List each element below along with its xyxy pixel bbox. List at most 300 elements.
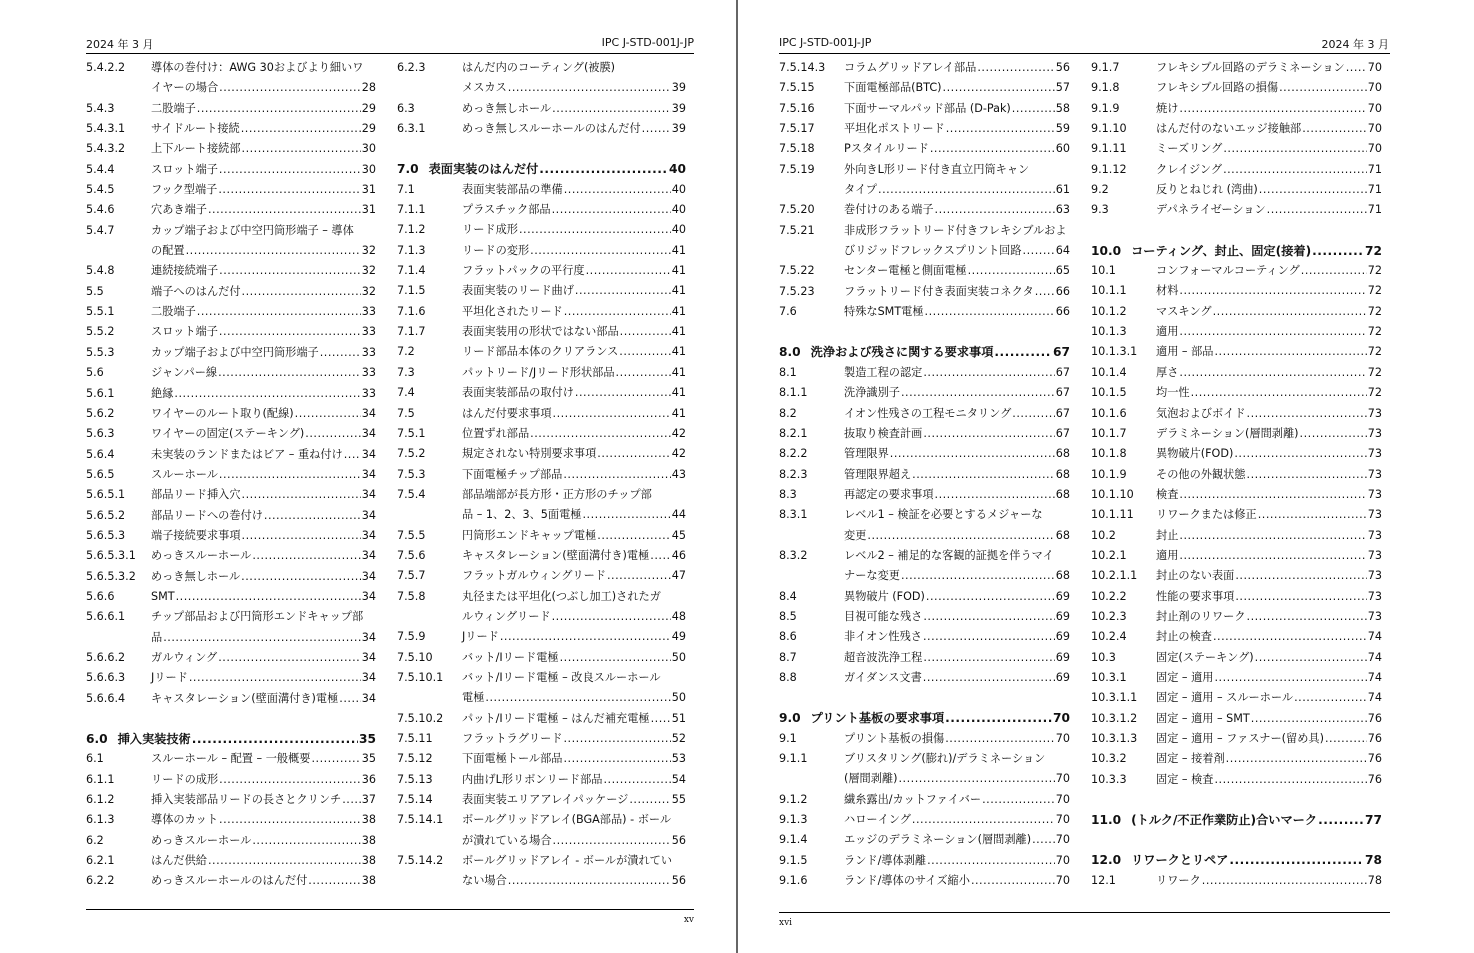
page-ref: 31	[361, 183, 376, 197]
dot-leader	[1247, 465, 1367, 485]
toc-entry[interactable]	[86, 99, 376, 119]
toc-entry[interactable]	[1091, 99, 1382, 119]
entry-title: 再認定の要求事項	[844, 487, 934, 501]
dot-leader	[1229, 850, 1364, 870]
page-ref: 40	[671, 223, 686, 237]
toc-entry[interactable]	[779, 119, 1070, 139]
toc-entry[interactable]	[86, 160, 376, 180]
toc-entry[interactable]	[1091, 607, 1382, 627]
page-ref: 33	[361, 325, 376, 339]
entry-number: 7.5.15	[779, 81, 815, 95]
entry-title: 導体の巻付け：AWG 30およびより細いワ	[151, 61, 364, 74]
entry-title: 絶縁	[151, 386, 174, 400]
toc-entry[interactable]	[779, 749, 1070, 790]
dot-leader	[1235, 566, 1366, 586]
entry-title: 反りとねじれ (湾曲)	[1156, 183, 1258, 197]
toc-entry[interactable]	[1091, 160, 1382, 180]
entry-title: 固定(ステーキング)	[1156, 650, 1254, 664]
entry-title: 変更	[844, 528, 867, 542]
entry-title: 表面実装用の形状ではない部品	[462, 325, 619, 339]
entry-title: リードの変形	[462, 243, 530, 257]
toc-entry[interactable]	[779, 648, 1070, 668]
toc-entry[interactable]	[397, 668, 686, 709]
toc-entry[interactable]	[779, 485, 1070, 505]
page-ref: 78	[1365, 853, 1382, 868]
entry-title: デラミネーション(層間剥離)	[1156, 426, 1299, 440]
entry-number: 10.1.3	[1091, 325, 1127, 339]
toc-entry[interactable]	[1091, 78, 1382, 98]
dot-leader	[912, 810, 1055, 830]
entry-title: 部品リード挿入穴	[151, 488, 241, 502]
toc-entry[interactable]	[86, 587, 376, 607]
entry-title: 固定 – 適用 – SMT	[1156, 711, 1250, 725]
toc-entry[interactable]	[779, 708, 1070, 728]
toc-entry[interactable]	[397, 790, 686, 810]
toc-entry[interactable]	[779, 668, 1070, 688]
dot-leader	[923, 424, 1054, 444]
dot-leader	[1179, 485, 1366, 505]
toc-entry[interactable]	[779, 404, 1070, 424]
dot-leader	[1294, 688, 1367, 708]
toc-entry[interactable]	[1091, 342, 1382, 362]
toc-entry[interactable]	[1091, 648, 1382, 668]
dot-leader	[500, 627, 671, 647]
entry-title: イヤーの場合	[151, 81, 219, 95]
toc-entry[interactable]	[779, 587, 1070, 607]
toc-entry[interactable]	[86, 871, 376, 891]
page-ref: 41	[671, 406, 686, 420]
toc-entry[interactable]	[397, 587, 686, 628]
toc-entry[interactable]	[1091, 180, 1382, 200]
toc-entry[interactable]	[86, 506, 376, 526]
page-ref: 66	[1055, 305, 1070, 319]
entry-number: 9.3	[1091, 203, 1109, 217]
dot-leader	[968, 261, 1055, 281]
toc-entry[interactable]	[397, 241, 686, 261]
toc-entry[interactable]	[86, 261, 376, 281]
page-ref: 72	[1367, 325, 1382, 339]
entry-title: 管理限界超え	[844, 467, 912, 481]
page-ref: 34	[361, 528, 376, 542]
toc-entry[interactable]	[1091, 505, 1382, 525]
toc-entry[interactable]	[86, 58, 376, 99]
toc-entry[interactable]	[86, 526, 376, 546]
toc-entry[interactable]	[86, 302, 376, 322]
toc-entry[interactable]	[779, 505, 1070, 546]
toc-entry[interactable]	[779, 444, 1070, 464]
dot-leader	[901, 566, 1055, 586]
toc-entry[interactable]	[1091, 587, 1382, 607]
entry-title: フレキシブル回路の損傷	[1156, 81, 1279, 95]
page-ref: 30	[361, 142, 376, 156]
toc-entry[interactable]	[397, 119, 686, 139]
toc-entry[interactable]	[1091, 668, 1382, 688]
toc-entry[interactable]	[1091, 139, 1382, 159]
toc-entry[interactable]	[1091, 485, 1382, 505]
entry-number: 10.3.1.1	[1091, 691, 1138, 705]
page-ref: 69	[1055, 609, 1070, 623]
entry-title: 非成形フラットリード付きフレキシブルおよ	[844, 223, 1067, 237]
toc-entry[interactable]	[779, 830, 1070, 850]
toc-entry[interactable]	[397, 526, 686, 546]
dot-leader	[603, 770, 670, 790]
toc-entry[interactable]	[86, 180, 376, 200]
page-number: xvi	[779, 918, 793, 928]
toc-entry[interactable]	[1091, 383, 1382, 403]
toc-entry[interactable]	[779, 627, 1070, 647]
toc-entry[interactable]	[86, 465, 376, 485]
toc-entry[interactable]	[1091, 322, 1382, 342]
entry-title: 平坦化されたリード	[462, 304, 563, 318]
toc-entry[interactable]	[779, 139, 1070, 159]
toc-entry[interactable]	[1091, 119, 1382, 139]
page-ref: 67	[1055, 365, 1070, 379]
entry-number: 10.1.10	[1091, 487, 1134, 501]
dot-leader	[1012, 404, 1054, 424]
dot-leader	[197, 302, 361, 322]
entry-title: 丸径または平坦化(つぶし加工)されたガ	[462, 589, 661, 603]
entry-title: キャスタレーション(壁面溝付き)電極	[151, 691, 339, 705]
toc-entry[interactable]	[397, 180, 686, 200]
entry-number: 5.6.5.3.2	[86, 569, 136, 583]
toc-entry[interactable]	[397, 302, 686, 322]
page-ref: 78	[1367, 873, 1382, 887]
page-ref: 73	[1367, 569, 1382, 583]
toc-entry[interactable]	[1091, 688, 1382, 708]
page-ref: 47	[671, 569, 686, 583]
entry-title: レベル1 – 検証を必要とするメジャーな	[844, 508, 1043, 522]
entry-number: 7.5.11	[397, 732, 433, 745]
toc-entry[interactable]	[779, 607, 1070, 627]
page-ref: 73	[1367, 447, 1382, 461]
toc-entry[interactable]	[779, 790, 1070, 810]
page-ref: 48	[671, 609, 686, 623]
section-title: 挿入実装技術	[117, 732, 191, 746]
toc-entry[interactable]	[1091, 241, 1382, 261]
toc-entry[interactable]	[397, 729, 686, 749]
toc-entry[interactable]	[86, 831, 376, 851]
entry-number: 7.5.3	[397, 467, 426, 481]
entry-title: 抜取り検査計画	[844, 426, 923, 440]
section-number: 6.0	[86, 732, 108, 746]
toc-entry[interactable]	[779, 282, 1070, 302]
entry-number: 6.3	[397, 101, 415, 115]
toc-entry[interactable]	[397, 220, 686, 240]
toc-entry[interactable]	[1091, 58, 1382, 78]
toc-entry[interactable]	[397, 709, 686, 729]
entry-title: 非イオン性残さ	[844, 630, 922, 644]
page-ref: 42	[671, 447, 686, 461]
dot-leader	[530, 241, 671, 261]
toc-entry[interactable]	[86, 790, 376, 810]
entry-title: めっき無しホール	[462, 101, 552, 115]
toc-entry[interactable]	[86, 668, 376, 688]
toc-entry[interactable]	[1091, 566, 1382, 586]
toc-entry[interactable]	[779, 810, 1070, 830]
page-ref: 29	[361, 122, 376, 136]
entry-number: 7.5.8	[397, 589, 426, 603]
toc-entry[interactable]	[779, 160, 1070, 201]
dot-leader	[575, 383, 671, 403]
dot-leader	[311, 749, 360, 769]
page-ref: 74	[1367, 670, 1382, 684]
entry-title: 連続接続端子	[151, 264, 219, 278]
section-title: 表面実装のはんだ付	[428, 162, 539, 177]
toc-entry[interactable]	[397, 342, 686, 362]
entry-title: 円筒形エンドキャップ電極	[462, 528, 597, 542]
entry-title: リード成形	[462, 223, 518, 237]
entry-title: スロット端子	[151, 162, 218, 176]
entry-number: 6.2.2	[86, 874, 115, 888]
toc-entry[interactable]	[1091, 627, 1382, 647]
toc-entry[interactable]	[779, 546, 1070, 587]
toc-entry[interactable]	[397, 363, 686, 383]
toc-entry[interactable]	[779, 424, 1070, 444]
page-ref: 70	[1055, 853, 1070, 867]
entry-title: ジャンパー線	[151, 366, 218, 380]
dot-leader	[1247, 404, 1367, 424]
dot-leader	[219, 261, 361, 281]
toc-entry[interactable]	[779, 78, 1070, 98]
toc-entry[interactable]	[779, 871, 1070, 891]
toc-entry[interactable]	[86, 139, 376, 159]
toc-entry[interactable]	[86, 363, 376, 383]
toc-entry[interactable]	[779, 729, 1070, 749]
toc-entry[interactable]	[86, 770, 376, 790]
toc-entry[interactable]	[1091, 709, 1382, 729]
entry-title: 固定 – 適用 – スルーホール	[1156, 691, 1294, 705]
dot-leader	[1179, 99, 1366, 119]
toc-entry[interactable]	[86, 343, 376, 363]
toc-entry[interactable]	[397, 770, 686, 790]
toc-entry[interactable]	[397, 404, 686, 424]
toc-entry[interactable]	[86, 729, 376, 749]
entry-title: めっき無しスルーホールのはんだ付	[462, 122, 641, 136]
entry-title: フラットパックの平行度	[462, 264, 585, 278]
entry-number: 10.2.2	[1091, 589, 1127, 603]
entry-title: 繊糸露出/カットファイバー	[844, 792, 982, 806]
toc-entry[interactable]	[1091, 363, 1382, 383]
toc-entry[interactable]	[86, 200, 376, 220]
entry-title: ガイダンス文書	[844, 670, 922, 684]
toc-entry[interactable]	[86, 689, 376, 709]
dot-leader	[1302, 119, 1367, 139]
dot-leader	[1223, 160, 1367, 180]
entry-number: 8.2.3	[779, 467, 808, 481]
toc-column-2	[1091, 58, 1382, 891]
dot-leader	[930, 139, 1055, 159]
toc-entry[interactable]	[779, 342, 1070, 362]
toc-entry[interactable]	[397, 749, 686, 769]
toc-entry[interactable]	[397, 99, 686, 119]
toc-entry[interactable]	[86, 282, 376, 302]
dot-leader	[1234, 444, 1366, 464]
dot-leader	[1300, 424, 1367, 444]
dot-leader	[189, 668, 361, 688]
toc-entry[interactable]	[86, 810, 376, 830]
toc-entry[interactable]	[86, 384, 376, 404]
toc-entry[interactable]	[86, 221, 376, 262]
entry-number: 5.6	[86, 366, 104, 380]
page-ref: 29	[361, 101, 376, 115]
entry-title: (層間剥離)	[844, 772, 898, 786]
dot-leader	[935, 200, 1055, 220]
toc-entry[interactable]	[779, 58, 1070, 78]
dot-leader	[192, 729, 358, 749]
page-ref: 50	[671, 650, 686, 664]
toc-entry[interactable]	[1091, 526, 1382, 546]
toc-entry[interactable]	[779, 363, 1070, 383]
toc-entry[interactable]	[86, 607, 376, 648]
toc-entry[interactable]	[86, 546, 376, 566]
entry-title: 品 – 1、2、3、5面電極	[462, 508, 582, 522]
toc-entry[interactable]	[397, 627, 686, 647]
toc-entry[interactable]	[397, 444, 686, 464]
entry-title: 位置ずれ部品	[462, 426, 530, 440]
page-ref: 40	[669, 162, 686, 177]
dot-leader	[174, 384, 360, 404]
toc-entry[interactable]	[779, 99, 1070, 119]
dot-leader	[508, 78, 671, 98]
page-ref: 73	[1367, 426, 1382, 440]
entry-title: バット/Iリード電極	[462, 650, 559, 664]
toc-entry[interactable]	[397, 851, 686, 892]
section-gap	[86, 709, 376, 729]
toc-entry[interactable]	[397, 200, 686, 220]
toc-entry[interactable]	[1091, 424, 1382, 444]
toc-entry[interactable]	[86, 404, 376, 424]
entry-number: 5.6.5.3.1	[86, 549, 136, 563]
toc-entry[interactable]	[397, 322, 686, 342]
dot-leader	[563, 465, 670, 485]
toc-entry[interactable]	[397, 159, 686, 179]
toc-entry[interactable]	[1091, 200, 1382, 220]
toc-entry[interactable]	[779, 200, 1070, 220]
toc-entry[interactable]	[1091, 465, 1382, 485]
toc-entry[interactable]	[779, 261, 1070, 281]
toc-entry[interactable]	[397, 810, 686, 851]
page-ref: 40	[671, 182, 686, 196]
dot-leader	[977, 58, 1054, 78]
toc-entry[interactable]	[1091, 261, 1382, 281]
dot-leader	[485, 688, 670, 708]
toc-entry[interactable]	[1091, 850, 1382, 870]
toc-entry[interactable]	[1091, 281, 1382, 301]
toc-entry[interactable]	[86, 648, 376, 668]
page-ref: 72	[1367, 304, 1382, 318]
entry-number: 10.1.8	[1091, 447, 1127, 461]
toc-entry[interactable]	[397, 465, 686, 485]
dot-leader	[923, 363, 1054, 383]
toc-entry[interactable]	[397, 424, 686, 444]
toc-entry[interactable]	[86, 749, 376, 769]
toc-entry[interactable]	[86, 485, 376, 505]
entry-title: プラスチック部品	[462, 203, 551, 217]
entry-title: タイプ	[844, 183, 878, 197]
toc-entry[interactable]	[86, 322, 376, 342]
page-ref: 68	[1055, 467, 1070, 481]
page-ref: 70	[1055, 772, 1070, 786]
toc-entry[interactable]	[397, 281, 686, 301]
entry-number: 10.2.1	[1091, 548, 1127, 562]
entry-title: めっきスルーホール	[151, 549, 252, 563]
entry-title: 下面サーマルパッド部品 (D-Pak)	[844, 101, 1011, 115]
page-ref: 73	[1367, 528, 1382, 542]
entry-number: 5.4.8	[86, 264, 115, 278]
dot-leader	[344, 445, 361, 465]
page-ref: 49	[671, 630, 686, 644]
entry-number: 5.6.6.4	[86, 691, 126, 705]
toc-entry[interactable]	[1091, 770, 1382, 790]
page-ref: 42	[671, 426, 686, 440]
entry-number: 12.1	[1091, 873, 1116, 887]
entry-number: 7.5.1	[397, 426, 426, 440]
toc-entry[interactable]	[1091, 546, 1382, 566]
toc-entry[interactable]	[1091, 444, 1382, 464]
toc-entry[interactable]	[397, 566, 686, 586]
toc-entry[interactable]	[1091, 810, 1382, 830]
entry-title: 固定 – 適用 – ファスナー(留め具)	[1156, 732, 1324, 745]
entry-title: スロット端子	[151, 325, 218, 339]
toc-entry[interactable]	[86, 445, 376, 465]
entry-number: 7.5.19	[779, 162, 815, 176]
page-ref: 70	[1055, 833, 1070, 847]
page-ref: 41	[671, 264, 686, 278]
toc-entry[interactable]	[397, 383, 686, 403]
toc-entry[interactable]	[86, 424, 376, 444]
entry-title: スルーホール	[151, 467, 218, 481]
entry-number: 7.5.18	[779, 142, 815, 156]
toc-entry[interactable]	[779, 221, 1070, 262]
toc-entry[interactable]	[779, 383, 1070, 403]
toc-entry[interactable]	[86, 567, 376, 587]
page-ref: 35	[359, 732, 376, 746]
toc-entry[interactable]	[779, 465, 1070, 485]
dot-leader	[607, 566, 671, 586]
entry-number: 5.6.2	[86, 406, 115, 420]
entry-title: ワイヤーのルート取り(配線)	[151, 406, 294, 420]
toc-entry[interactable]	[779, 302, 1070, 322]
dot-leader	[1214, 770, 1366, 790]
page-ref: 73	[1367, 406, 1382, 420]
toc-entry[interactable]	[1091, 302, 1382, 322]
toc-entry[interactable]	[397, 546, 686, 566]
dot-leader	[1258, 505, 1367, 525]
dot-leader	[264, 506, 361, 526]
toc-entry[interactable]	[397, 485, 686, 526]
entry-title: リード部品本体のクリアランス	[462, 345, 619, 359]
toc-entry[interactable]	[1091, 729, 1382, 749]
toc-entry[interactable]	[397, 648, 686, 668]
dot-leader	[1179, 322, 1366, 342]
toc-entry[interactable]	[397, 58, 686, 99]
toc-entry[interactable]	[86, 119, 376, 139]
toc-entry[interactable]	[86, 851, 376, 871]
toc-entry[interactable]	[1091, 404, 1382, 424]
entry-number: 10.1.4	[1091, 365, 1127, 379]
toc-entry[interactable]	[397, 261, 686, 281]
entry-number: 5.6.6.3	[86, 671, 126, 685]
entry-title: ランド/導体剥離	[844, 853, 927, 867]
entry-number: 5.6.5.1	[86, 488, 126, 502]
entry-title: 適用 – 部品	[1156, 345, 1214, 359]
page-ref: 44	[671, 508, 686, 522]
entry-title: フラットガルウィングリード	[462, 569, 606, 583]
toc-entry[interactable]	[1091, 749, 1382, 769]
toc-entry[interactable]	[1091, 871, 1382, 891]
section-number: 11.0	[1091, 813, 1122, 828]
toc-entry[interactable]	[779, 851, 1070, 871]
